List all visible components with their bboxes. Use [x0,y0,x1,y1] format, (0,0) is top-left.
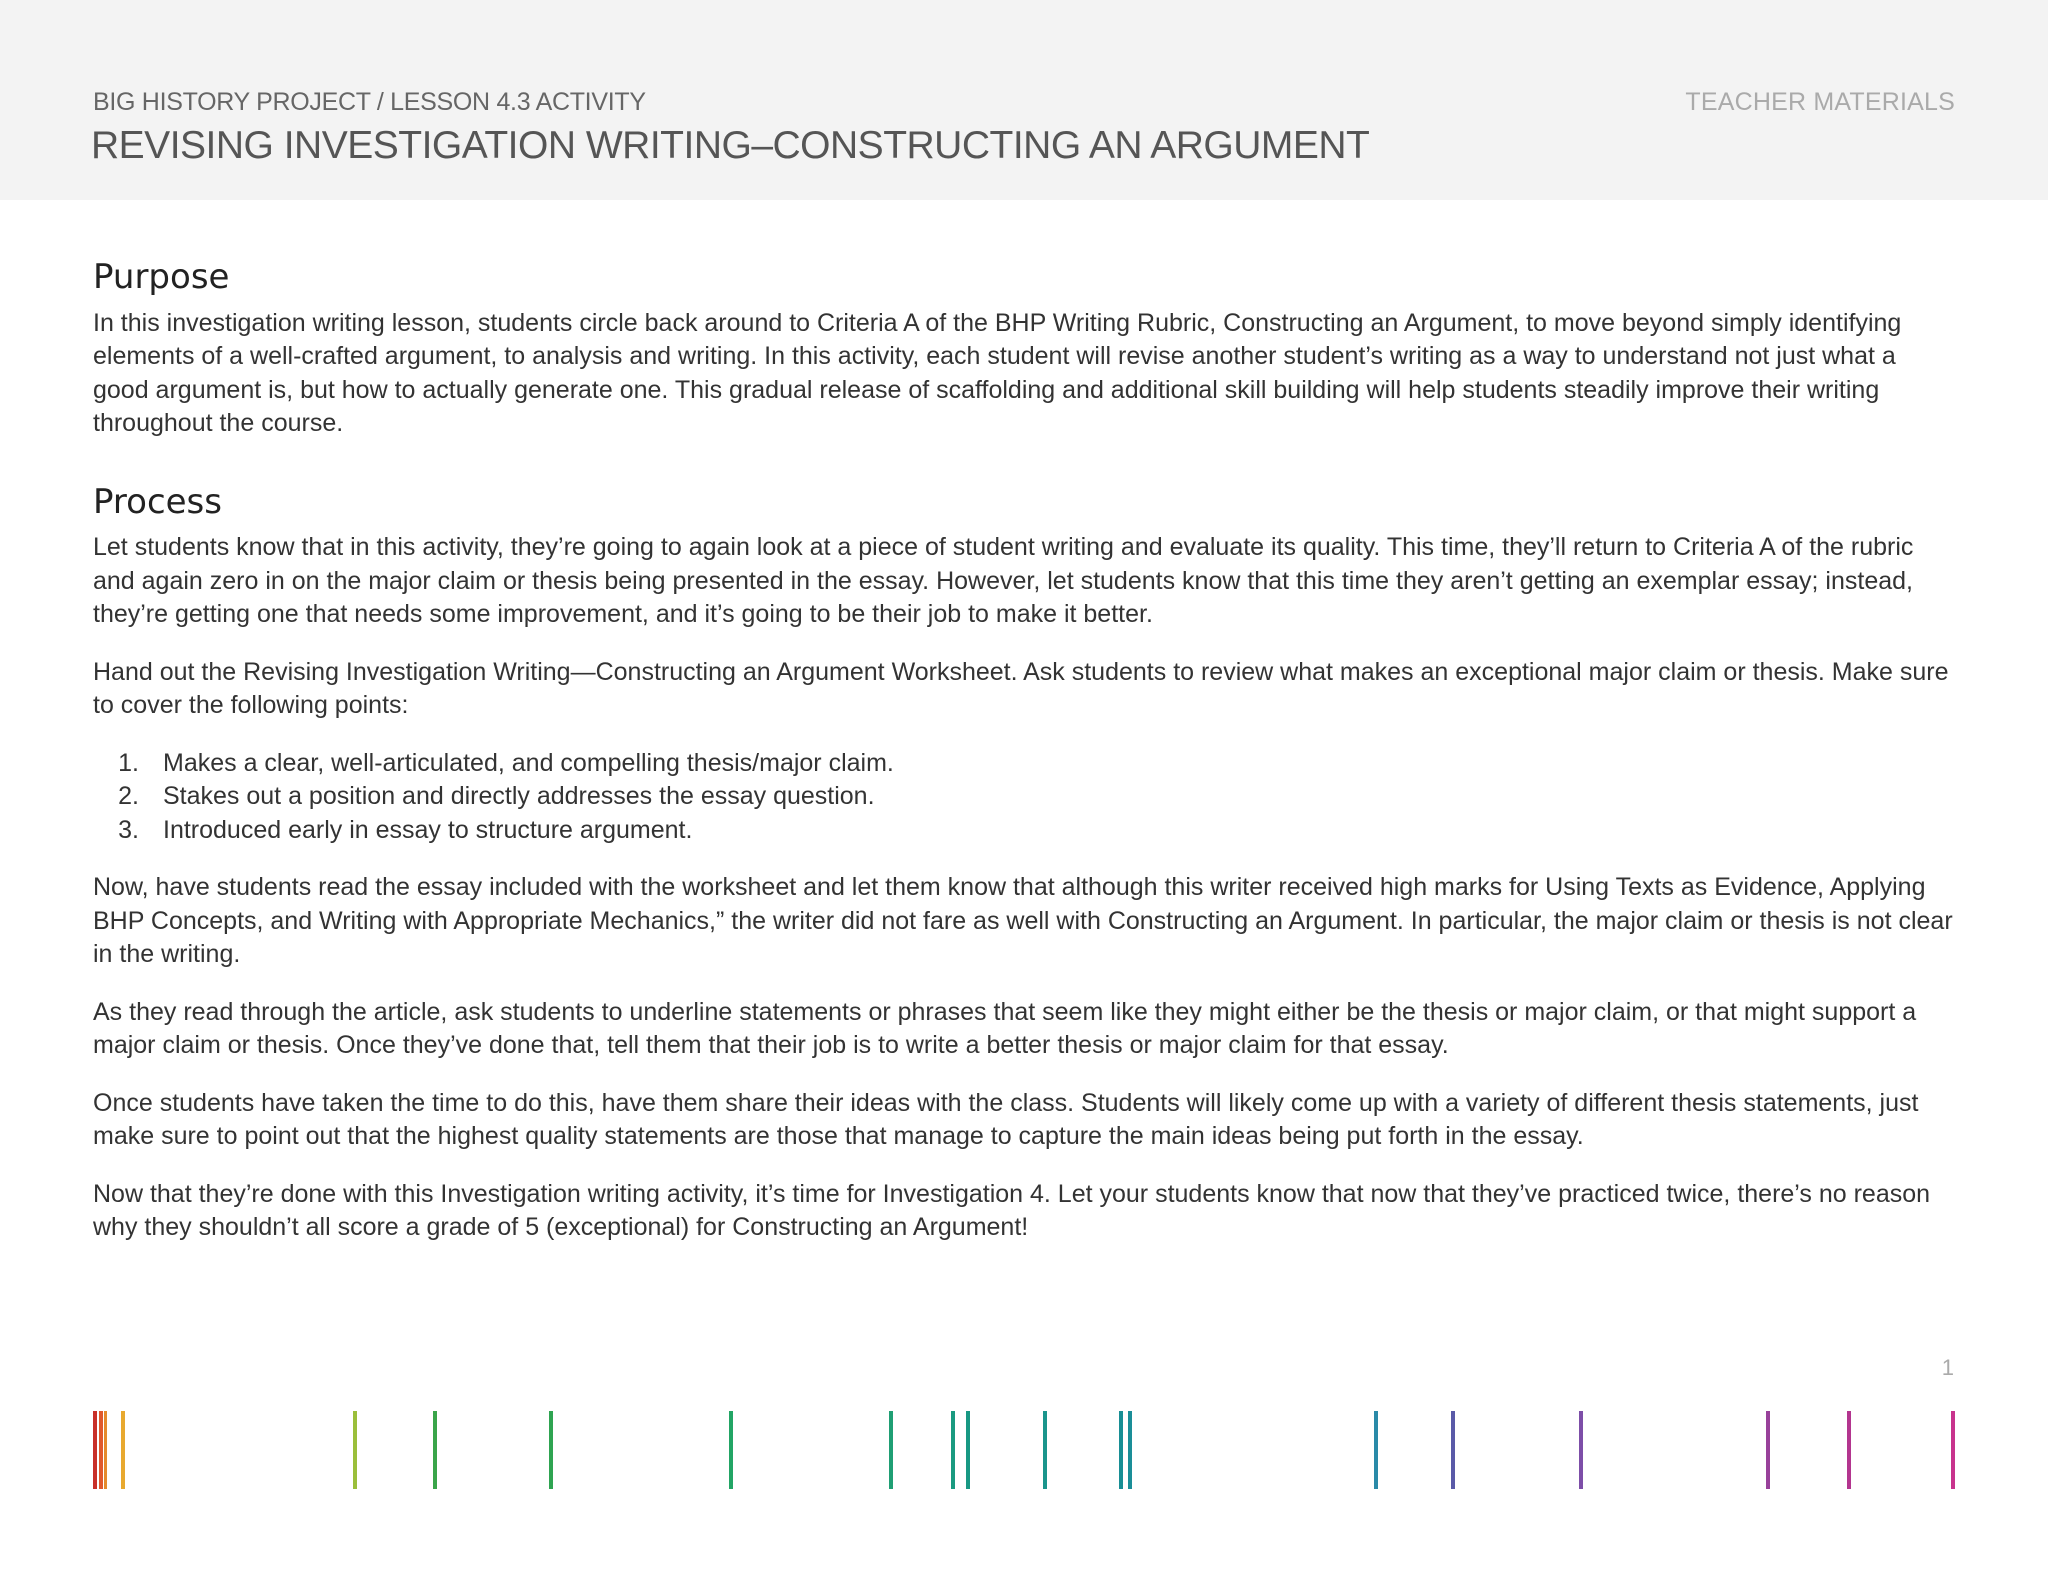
timeline-tick [1579,1411,1583,1489]
process-paragraph: Once students have taken the time to do this, have them share their ideas with the class. Students will likely come up with a variety of different thesis statements, just make sure to point out that the highest quality statements are those that manage to capture the main ideas being put forth in the essay. [93,1088,1919,1150]
timeline-tick [433,1411,437,1489]
timeline-tick [1119,1411,1123,1489]
timeline-tick [104,1411,107,1489]
process-section [93,481,1955,1245]
list-item-text: Makes a clear, well-articulated, and compelling thesis/major claim. [163,748,894,777]
timeline-tick [353,1411,357,1489]
timeline-tick [1451,1411,1455,1489]
timeline-tick [729,1411,733,1489]
points-list [93,747,1955,848]
timeline-tick [966,1411,970,1489]
process-paragraph: As they read through the article, ask students to underline statements or phrases that seem like they might either be the thesis or major claim, or that might support a major claim or thesis. Once they’ve done that, tell them that their job is to write a better thesis or major claim for that essay. [93,997,1917,1059]
timeline-tick [121,1411,125,1489]
timeline-tick [1128,1411,1132,1489]
purpose-heading: Purpose [93,257,230,297]
page-title: REVISING INVESTIGATION WRITING–CONSTRUCTING AN ARGUMENT [91,124,1370,167]
timeline-tick [1374,1411,1378,1489]
list-item-text: Stakes out a position and directly addresses the essay question. [163,782,875,810]
timeline-tick [1847,1411,1851,1489]
document-body [93,256,1955,1269]
timeline-bar-decoration [0,1410,2048,1490]
list-item [93,814,1955,848]
process-paragraph: Now that they’re done with this Investigation writing activity, it’s time for Investigation 4. Let your students know that now that they’ve practiced twice, there’s no reason why they shouldn’t all score a grade of 5 (exceptional) for Constructing an Argument! [93,1179,1931,1241]
list-item-number: 3. [118,815,139,844]
list-item-number: 2. [118,782,139,810]
timeline-tick [1951,1411,1955,1489]
purpose-section [93,256,1955,441]
list-item-number: 1. [118,748,139,777]
timeline-tick [951,1411,955,1489]
timeline-tick [1766,1411,1770,1489]
process-heading: Process [93,481,222,522]
timeline-tick [99,1411,103,1489]
list-item [93,780,1955,814]
timeline-tick [1043,1411,1047,1489]
process-paragraph: Let students know that in this activity, they’re going to again look at a piece of student writing and evaluate its quality. This time, they’ll return to Criteria A of the rubric and again zero in on the major claim or thesis being presented in the essay. However, let students know that this time they aren’t getting an exemplar essay; instead, they’re getting one that needs some improvement, and it’s going to be their job to make it better. [93,533,1914,628]
list-item [93,747,1955,781]
timeline-tick [93,1411,97,1489]
timeline-tick [549,1411,553,1489]
page-number: 1 [1941,1355,1954,1380]
process-paragraph: Now, have students read the essay included with the worksheet and let them know that although this writer received high marks for Using Texts as Evidence, Applying BHP Concepts, and Writing with Appropriate Mechanics,” the writer did not fare as well with Constructing an Argument. In particular, the major claim or thesis is not clear in the writing. [93,873,1953,968]
timeline-tick [889,1411,893,1489]
process-paragraph: Hand out the Revising Investigation Writing—Constructing an Argument Worksheet. Ask students to review what makes an exceptional major claim or thesis. Make sure to cover the following points: [93,657,1949,719]
page-header [0,0,2048,200]
purpose-paragraph: In this investigation writing lesson, students circle back around to Criteria A of the BHP Writing Rubric, Constructing an Argument, to move beyond simply identifying elements of a well-crafted argument, to analysis and writing. In this activity, each student will revise another student’s writing as a way to understand not just what a good argument is, but how to actually generate one. This gradual release of scaffolding and additional skill building will help students steadily improve their writing throughout the course. [93,308,1902,437]
list-item-text: Introduced early in essay to structure argument. [163,815,693,844]
teacher-materials-label: TEACHER MATERIALS [1685,88,1955,116]
breadcrumb: BIG HISTORY PROJECT / LESSON 4.3 ACTIVITY [93,88,646,116]
